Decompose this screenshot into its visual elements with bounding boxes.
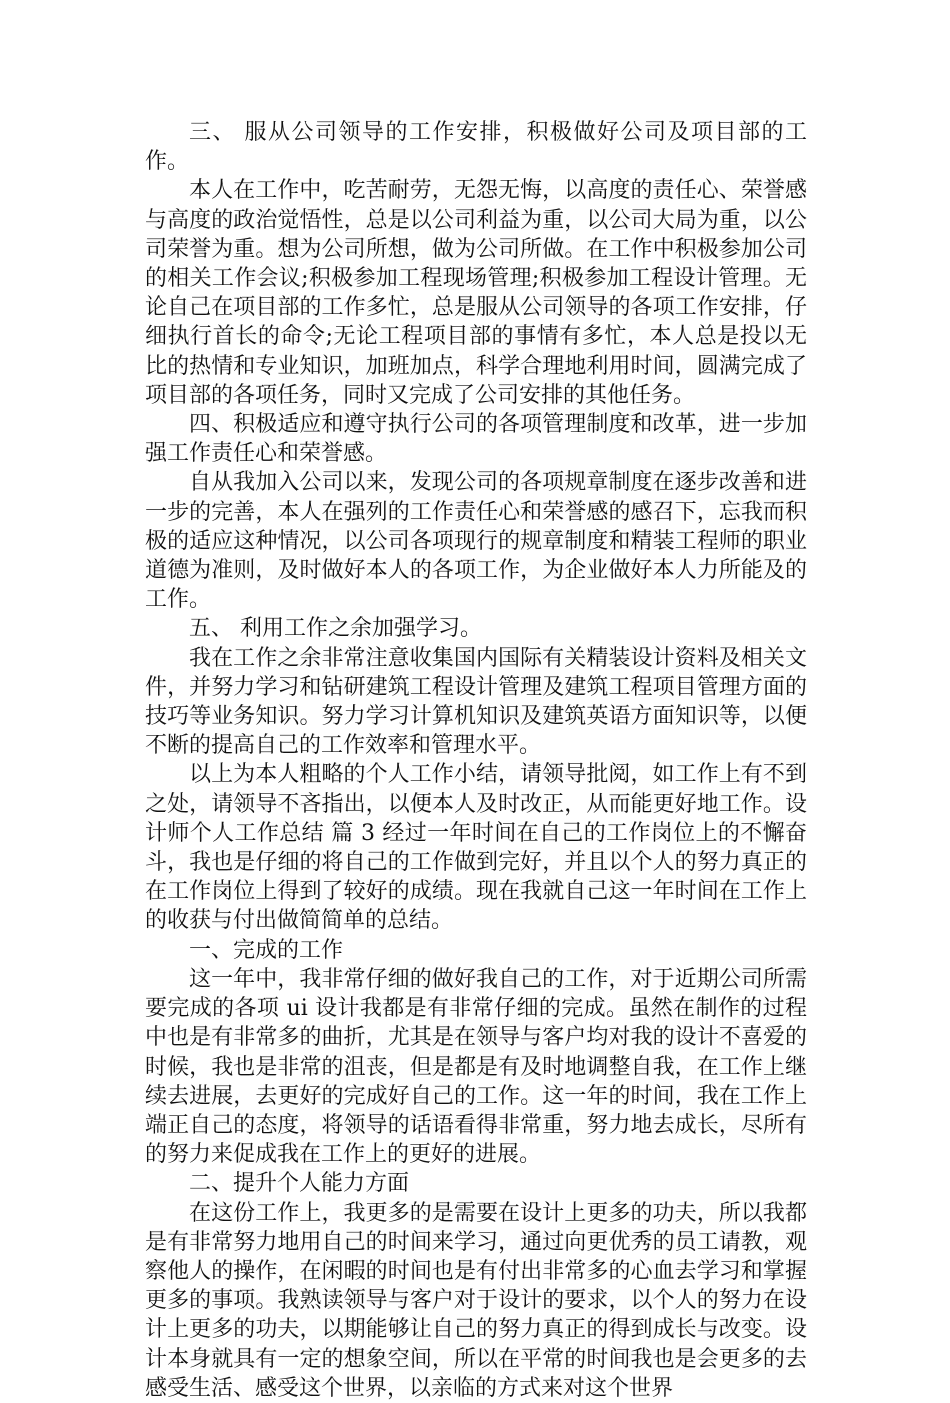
body-paragraph: 这一年中，我非常仔细的做好我自己的工作，对于近期公司所需要完成的各项 ui 设计我都是有非常仔细的完成。虽然在制作的过程中也是有非常多的曲折，尤其是在领导与客户均对我的设计不喜爱的时候，我也是非常的沮丧，但是都是有及时地调整自我，在工作上继续去进展，去更好的完成好自己的工作。这一年的时间，我在工作上端正自己的态度，将领导的话语看得非常重，努力地去成长，尽所有的努力来促成我在工作上的更好的进展。 <box>145 966 807 1168</box>
body-paragraph: 在这份工作上，我更多的是需要在设计上更多的功夫，所以我都是有非常努力地用自己的时间来学习，通过向更优秀的员工请教，观察他人的操作，在闲暇的时间也是有付出非常多的心血去学习和掌握更多的事项。我熟读领导与客户对于设计的要求，以个人的努力在设计上更多的功夫，以期能够让自己的努力真正的得到成长与改变。设计本身就具有一定的想象空间，所以在平常的时间我也是会更多的去感受生活、感受这个世界，以亲临的方式来对这个世界 <box>145 1200 807 1401</box>
section-heading-completed-work: 一、完成的工作 <box>189 937 344 963</box>
section-heading-3: 三、 服从公司领导的工作安排，积极做好公司及项目部的工作。 <box>145 120 807 175</box>
body-paragraph: 自从我加入公司以来，发现公司的各项规章制度在逐步改善和进一步的完善，本人在强列的工作责任心和荣誉感的感召下，忘我而积极的适应这种情况，以公司各项现行的规章制度和精装工程师的职业道德为准则，及时做好本人的各项工作，为企业做好本人力所能及的工作。 <box>145 470 807 613</box>
body-paragraph: 我在工作之余非常注意收集国内国际有关精装设计资料及相关文件，并努力学习和钻研建筑工程设计管理及建筑工程项目管理方面的技巧等业务知识。努力学习计算机知识及建筑英语方面知识等，以便不断的提高自己的工作效率和管理水平。 <box>145 645 807 759</box>
section-heading-4: 四、积极适应和遵守执行公司的各项管理制度和改革，进一步加强工作责任心和荣誉感。 <box>145 412 807 467</box>
document-body <box>145 118 807 1403</box>
body-paragraph: 以上为本人粗略的个人工作小结，请领导批阅，如工作上有不到之处，请领导不吝指出，以便本人及时改正，从而能更好地工作。设计师个人工作总结 篇 3 经过一年时间在自己的工作岗位上的不懈奋斗，我也是仔细的将自己的工作做到完好，并且以个人的努力真正的在工作岗位上得到了较好的成绩。现在我就自己这一年时间在工作上的收获与付出做简简单的总结。 <box>145 762 807 934</box>
section-heading-5: 五、 利用工作之余加强学习。 <box>189 616 482 642</box>
body-paragraph: 本人在工作中，吃苦耐劳，无怨无悔，以高度的责任心、荣誉感与高度的政治觉悟性，总是以公司利益为重，以公司大局为重，以公司荣誉为重。想为公司所想，做为公司所做。在工作中积极参加公司的相关工作会议;积极参加工程现场管理;积极参加工程设计管理。无论自己在项目部的工作多忙，总是服从公司领导的各项工作安排，仔细执行首长的命令;无论工程项目部的事情有多忙，本人总是投以无比的热情和专业知识，加班加点，科学合理地利用时间，圆满完成了项目部的各项任务，同时又完成了公司安排的其他任务。 <box>145 178 807 408</box>
section-heading-personal-ability: 二、提升个人能力方面 <box>189 1171 410 1197</box>
